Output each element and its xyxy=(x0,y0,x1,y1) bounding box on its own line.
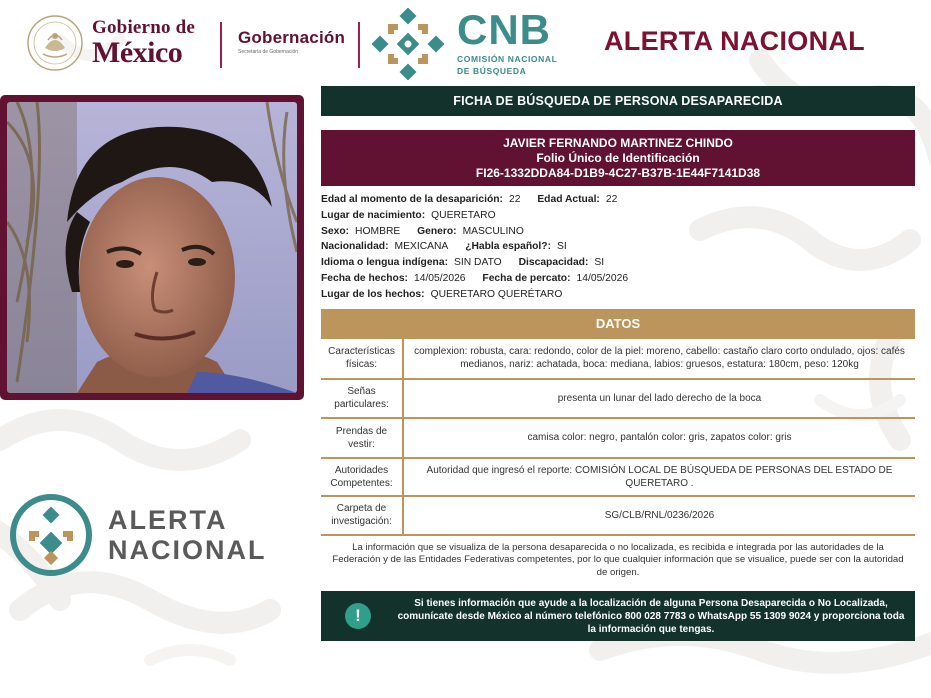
folio-label: Folio Único de Identificación xyxy=(536,151,700,165)
habla-espanol-value: SI xyxy=(557,241,567,253)
cnb-emblem-icon xyxy=(372,8,444,80)
row-label: Prendas de vestir: xyxy=(321,418,403,458)
alerta-emblem-icon xyxy=(8,492,94,578)
disclaimer-text: La información que se visualiza de la persona desaparecida o no localizada, es recibida e integrada por las autoridades de la Federación y de las Entidades Federativas competentes, por lo que cualquier información que se visualice, puede ser con la autoridad de origen. xyxy=(332,541,904,578)
person-name: JAVIER FERNANDO MARTINEZ CHINDO xyxy=(503,136,733,150)
header-divider xyxy=(358,22,360,68)
exclamation-icon: ! xyxy=(345,603,371,629)
gobernacion-label: Gobernación xyxy=(238,28,346,47)
help-banner xyxy=(321,591,915,641)
gobierno-de-mexico-logo xyxy=(26,14,195,72)
edad-actual-label: Edad Actual: xyxy=(537,194,600,205)
details-row xyxy=(321,287,915,303)
header-divider xyxy=(220,22,222,68)
lugar-nacimiento-value: QUERETARO xyxy=(431,209,496,221)
details-row xyxy=(321,208,915,224)
row-value: Autoridad que ingresó el reporte: COMISIÓN LOCAL DE BÚSQUEDA DE PERSONAS DEL ESTADO DE QUERETARO . xyxy=(403,458,915,496)
genero-label: Genero: xyxy=(417,225,457,237)
sexo-label: Sexo: xyxy=(321,225,350,237)
datos-header: DATOS xyxy=(321,309,915,339)
photo-frame xyxy=(0,95,304,400)
row-label: Características físicas: xyxy=(321,339,403,379)
gobierno-label: Gobierno de xyxy=(92,17,196,38)
fecha-hechos-value: 14/05/2026 xyxy=(413,272,466,284)
idioma-value: SIN DATO xyxy=(454,257,502,269)
folio-value: FI26-1332DDA84-D1B9-4C27-B37B-1E44F7141D38 xyxy=(475,166,761,180)
fecha-percato-value: 14/05/2026 xyxy=(576,272,629,284)
details-row xyxy=(321,192,915,208)
details-row xyxy=(321,224,915,240)
national-seal-icon xyxy=(26,14,84,72)
row-value: presenta un lunar del lado derecho de la boca xyxy=(403,379,915,418)
gobernacion-sublabel: Secretaría de Gobernación xyxy=(238,49,299,55)
details-row xyxy=(321,255,915,271)
cnb-logo xyxy=(457,8,557,76)
cnb-sublabel-1: COMISIÓN NACIONAL xyxy=(457,54,558,64)
header xyxy=(0,0,931,84)
fecha-hechos-label: Fecha de hechos: xyxy=(321,272,408,284)
alerta-logo-line1: ALERTA xyxy=(108,505,228,535)
gobernacion-logo xyxy=(238,28,345,55)
table-row xyxy=(321,339,915,379)
datos-table xyxy=(321,339,915,536)
row-label: Carpeta de investigación: xyxy=(321,496,403,535)
lugar-hechos-value: QUERETARO QUERÉTARO xyxy=(430,288,563,300)
table-row xyxy=(321,379,915,418)
nacionalidad-value: MEXICANA xyxy=(394,241,449,253)
table-row xyxy=(321,418,915,458)
fecha-percato-label: Fecha de percato: xyxy=(482,272,571,284)
nacionalidad-label: Nacionalidad: xyxy=(321,241,389,253)
identity-box xyxy=(321,130,915,186)
alerta-nacional-title: ALERTA NACIONAL xyxy=(604,26,865,56)
lugar-hechos-label: Lugar de los hechos: xyxy=(321,288,425,300)
table-row xyxy=(321,458,915,496)
idioma-label: Idioma o lengua indígena: xyxy=(321,257,449,269)
mexico-label: México xyxy=(92,36,183,69)
row-value: SG/CLB/RNL/0236/2026 xyxy=(403,496,915,535)
discapacidad-label: Discapacidad: xyxy=(518,257,589,269)
cnb-sublabel-2: DE BÚSQUEDA xyxy=(457,66,527,76)
person-details xyxy=(321,192,915,303)
discapacidad-value: SI xyxy=(594,257,605,269)
alerta-nacional-logo xyxy=(8,492,267,578)
cnb-label: CNB xyxy=(457,6,551,53)
edad-desaparicion-label: Edad al momento de la desaparición: xyxy=(321,194,503,205)
edad-actual-value: 22 xyxy=(605,194,618,205)
row-value: camisa color: negro, pantalón color: gris, zapatos color: gris xyxy=(403,418,915,458)
details-row xyxy=(321,239,915,255)
lugar-nacimiento-label: Lugar de nacimiento: xyxy=(321,209,426,221)
table-row xyxy=(321,496,915,535)
genero-value: MASCULINO xyxy=(462,225,524,237)
alerta-logo-line2: NACIONAL xyxy=(108,535,267,565)
row-label: Señas particulares: xyxy=(321,379,403,418)
ficha-title: FICHA DE BÚSQUEDA DE PERSONA DESAPARECIDA xyxy=(321,86,915,116)
help-text: Si tienes información que ayude a la localización de alguna Persona Desaparecida o No Localizada, comunícate desde México al número telefónico 800 028 7783 o WhatsApp 55 1309 9024 y proporciona toda la información que tengas. xyxy=(397,597,905,635)
row-label: Autoridades Competentes: xyxy=(321,458,403,496)
details-row xyxy=(321,271,915,287)
row-value: complexion: robusta, cara: redondo, color de la piel: moreno, cabello: castaño claro corto ondulado, ojos: cafés medianos, nariz: achatada, boca: mediana, labios: gruesos, estatura: 180cm, peso: 120kg xyxy=(403,339,915,379)
habla-espanol-label: ¿Habla español?: xyxy=(465,241,552,253)
edad-desaparicion-value: 22 xyxy=(508,194,521,205)
sexo-value: HOMBRE xyxy=(355,225,401,237)
person-photo xyxy=(7,102,297,393)
ficha-content xyxy=(321,86,915,641)
